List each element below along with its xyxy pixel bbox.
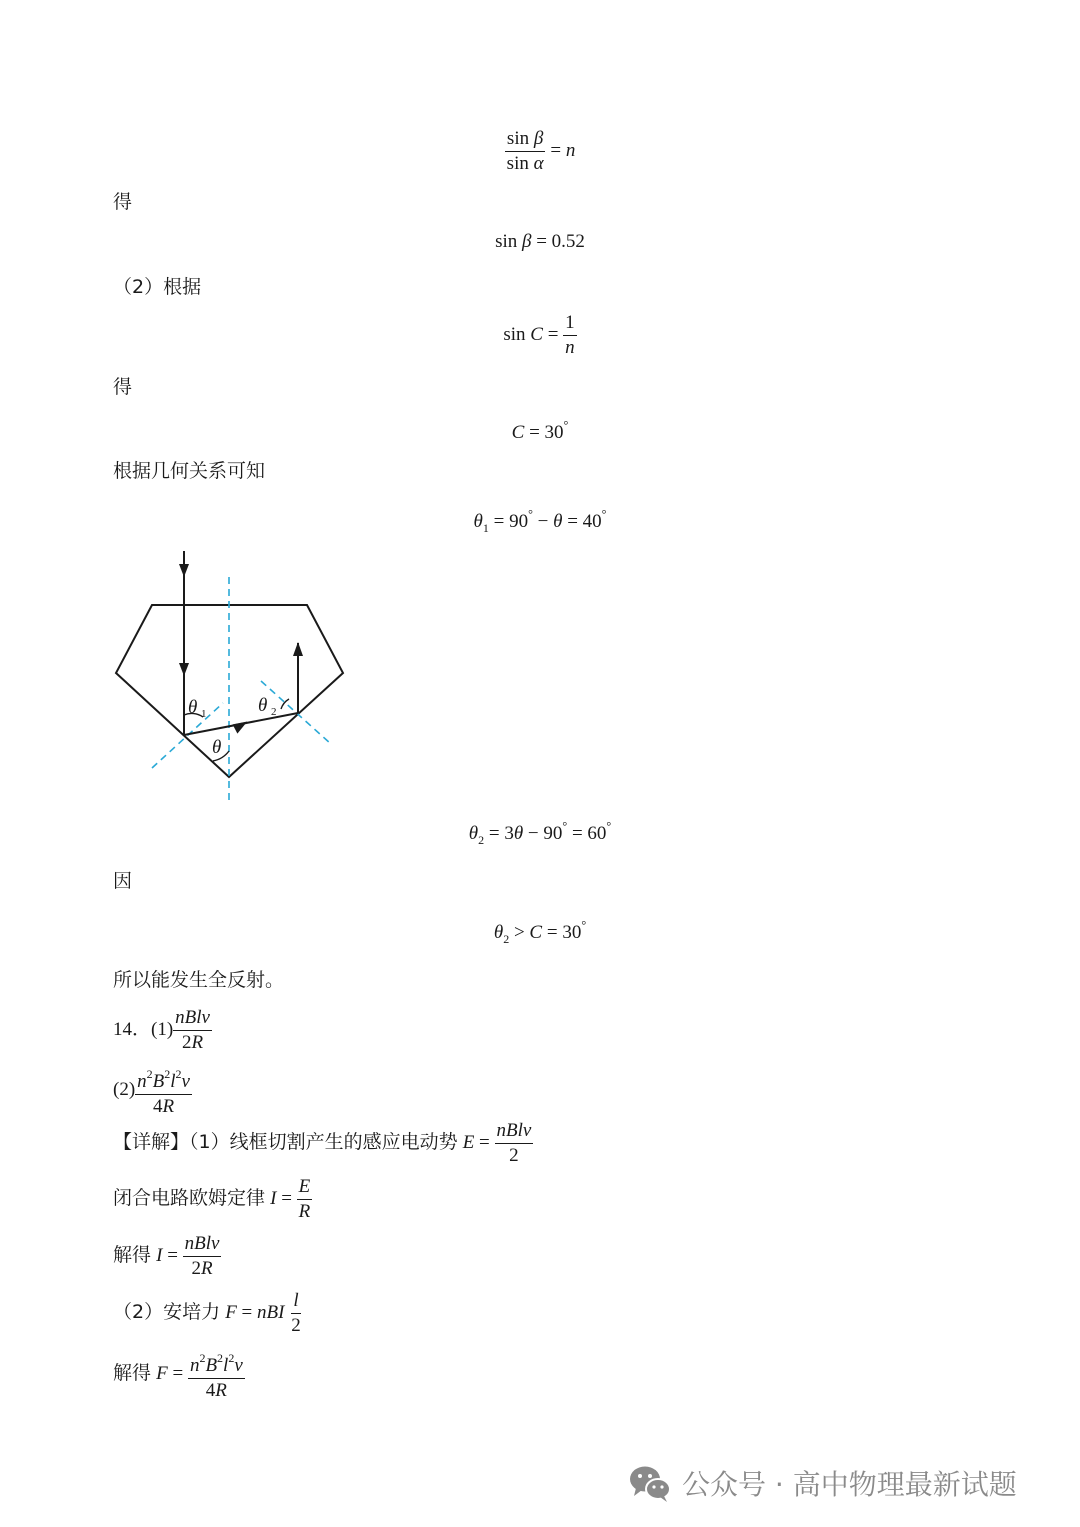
equation-compare: $\theta_2 > C = 30^\circ$ bbox=[493, 918, 587, 946]
equation-c-value: C = 30° bbox=[511, 418, 569, 443]
q14-answer-2: (2) $\frac{n^2B^2l^2v}{4R}$ bbox=[113, 1063, 192, 1118]
text-de-1: 得 bbox=[113, 191, 133, 213]
equation-sinbeta: sin β = 0.52 bbox=[495, 231, 585, 252]
incident-arrow-top bbox=[179, 564, 189, 577]
label-theta2-sub: 2 bbox=[271, 706, 277, 718]
q14-answer-1: 14．(1) $\frac{\text{nBlv}}{2R}$ bbox=[113, 1007, 210, 1053]
watermark-text: 公众号 · 高中物理最新试题 bbox=[682, 1468, 1017, 1501]
detail-ampere-text: （2）安培力 bbox=[113, 1300, 221, 1323]
exit-arrow bbox=[293, 642, 303, 656]
text-de-2: 得 bbox=[113, 376, 133, 398]
label-theta2: θ bbox=[258, 695, 268, 716]
detail-current: 解得 I = $\frac{\text{nBlv}}{2R}$ bbox=[113, 1233, 220, 1279]
incident-arrow-mid bbox=[179, 663, 189, 676]
detail-ohm-text: 闭合电路欧姆定律 bbox=[113, 1186, 266, 1209]
wechat-icon bbox=[628, 1463, 672, 1503]
conclusion-text: 所以能发生全反射。 bbox=[113, 969, 285, 991]
part2-heading: （2）根据 bbox=[113, 276, 202, 298]
watermark bbox=[628, 1463, 1017, 1503]
detail-force: 解得 F = $\frac{n^2B^2l^2v}{4R}$ bbox=[113, 1347, 245, 1402]
label-theta1-sub: 1 bbox=[201, 708, 207, 720]
geometry-note: 根据几何关系可知 bbox=[113, 460, 266, 482]
prism-diagram bbox=[105, 545, 355, 805]
detail-ohm: 闭合电路欧姆定律 I = $\frac{E}{R}$ bbox=[113, 1176, 311, 1222]
q14-part2-prefix: (2) bbox=[113, 1078, 136, 1100]
label-theta1: θ bbox=[188, 697, 198, 718]
detail-current-text: 解得 bbox=[113, 1243, 152, 1266]
q14-number: 14．(1) bbox=[113, 1018, 174, 1040]
detail-force-text: 解得 bbox=[113, 1361, 152, 1384]
detail-emf-text: 【详解】（1）线框切割产生的感应电动势 bbox=[113, 1130, 458, 1153]
label-theta: θ bbox=[212, 737, 222, 758]
detail-emf: 【详解】（1）线框切割产生的感应电动势 E = $\frac{\text{nBlv}}{2}$ bbox=[113, 1120, 532, 1166]
equation-snell: $\frac{\text{sin β}}{\text{sin α}}$ = n bbox=[506, 128, 576, 174]
equation-theta1: $\theta_1 = 90^\circ - \theta = 40^\circ$ bbox=[473, 507, 607, 535]
detail-ampere: （2）安培力 F = nBI $\frac{l}{2}$ bbox=[113, 1290, 301, 1336]
text-yin: 因 bbox=[113, 870, 133, 892]
equation-critical-angle: sin C = $\frac{1}{n}$ bbox=[503, 312, 575, 358]
equation-theta2: $\theta_2 = 3\theta - 90^\circ = 60^\circ$ bbox=[468, 819, 612, 847]
